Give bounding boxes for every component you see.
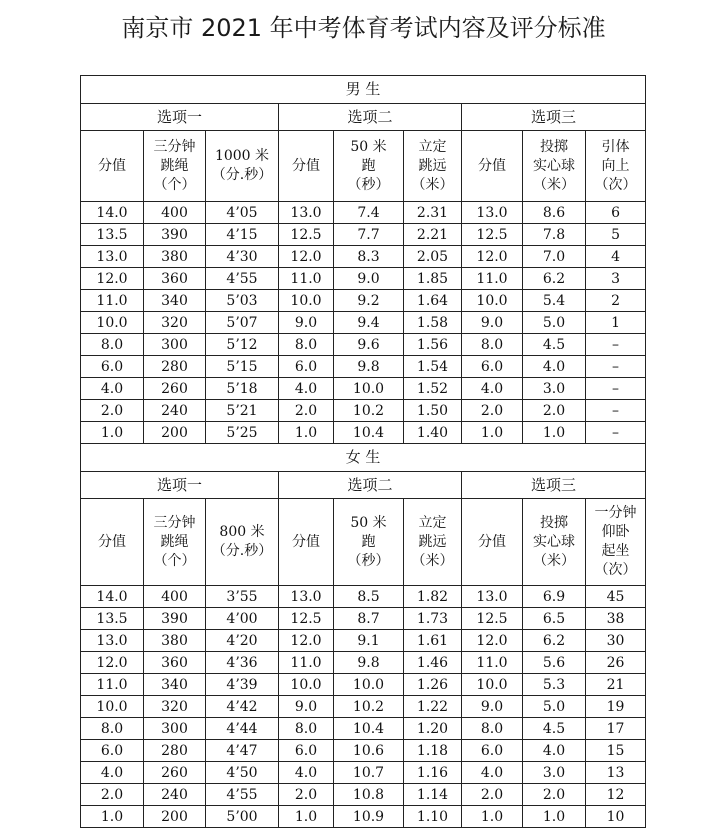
male-header-cell: 引体 向上 （次） bbox=[586, 131, 646, 202]
table-cell: 1.22 bbox=[404, 696, 462, 718]
table-cell: 2.0 bbox=[81, 784, 144, 806]
table-cell: 8.0 bbox=[81, 334, 144, 356]
table-cell: 6.9 bbox=[523, 586, 586, 608]
table-cell: 6 bbox=[586, 202, 646, 224]
table-cell: 13.0 bbox=[462, 202, 523, 224]
table-cell: 9.1 bbox=[334, 630, 404, 652]
male-header-cell: 三分钟 跳绳 （个） bbox=[144, 131, 206, 202]
table-cell: 12.5 bbox=[462, 608, 523, 630]
table-cell: 9.6 bbox=[334, 334, 404, 356]
table-cell: 7.8 bbox=[523, 224, 586, 246]
female-header-cell: 分值 bbox=[462, 499, 523, 586]
table-cell: 380 bbox=[144, 630, 206, 652]
table-cell: 2.0 bbox=[462, 400, 523, 422]
table-row bbox=[81, 740, 646, 762]
table-cell: 8.0 bbox=[81, 718, 144, 740]
table-row bbox=[81, 586, 646, 608]
table-cell: 7.0 bbox=[523, 246, 586, 268]
table-cell: 12.0 bbox=[279, 630, 334, 652]
male-header-cell: 分值 bbox=[81, 131, 144, 202]
table-cell: 400 bbox=[144, 202, 206, 224]
male-option-1: 选项一 bbox=[81, 104, 279, 131]
table-cell: 1.0 bbox=[462, 422, 523, 444]
table-cell: 10 bbox=[586, 806, 646, 828]
table-cell: 5’12 bbox=[206, 334, 279, 356]
table-cell: 5’15 bbox=[206, 356, 279, 378]
table-cell: 6.0 bbox=[81, 356, 144, 378]
table-cell: 3’55 bbox=[206, 586, 279, 608]
table-cell: 280 bbox=[144, 740, 206, 762]
table-cell: 390 bbox=[144, 608, 206, 630]
table-cell: 320 bbox=[144, 696, 206, 718]
table-cell: 11.0 bbox=[279, 268, 334, 290]
table-cell: 2.31 bbox=[404, 202, 462, 224]
table-cell: 5’25 bbox=[206, 422, 279, 444]
table-cell: 4.0 bbox=[279, 762, 334, 784]
table-cell: 4’55 bbox=[206, 784, 279, 806]
table-cell: 1.58 bbox=[404, 312, 462, 334]
table-row bbox=[81, 400, 646, 422]
table-cell: 260 bbox=[144, 762, 206, 784]
table-cell: 1.0 bbox=[462, 806, 523, 828]
table-cell: – bbox=[586, 334, 646, 356]
table-cell: 4’20 bbox=[206, 630, 279, 652]
table-cell: 10.0 bbox=[81, 312, 144, 334]
female-header-cell: 分值 bbox=[81, 499, 144, 586]
table-cell: 6.0 bbox=[279, 356, 334, 378]
table-cell: 4.0 bbox=[523, 356, 586, 378]
table-cell: 340 bbox=[144, 674, 206, 696]
table-cell: 4 bbox=[586, 246, 646, 268]
table-cell: 7.4 bbox=[334, 202, 404, 224]
table-cell: 4’39 bbox=[206, 674, 279, 696]
table-cell: 10.0 bbox=[279, 290, 334, 312]
female-option-1: 选项一 bbox=[81, 472, 279, 499]
table-cell: 320 bbox=[144, 312, 206, 334]
table-row bbox=[81, 268, 646, 290]
table-cell: 12.0 bbox=[462, 246, 523, 268]
table-cell: 2.0 bbox=[279, 400, 334, 422]
table-cell: 1.20 bbox=[404, 718, 462, 740]
table-cell: 13.0 bbox=[279, 586, 334, 608]
table-cell: 11.0 bbox=[279, 652, 334, 674]
table-cell: – bbox=[586, 400, 646, 422]
table-cell: 8.5 bbox=[334, 586, 404, 608]
table-cell: 200 bbox=[144, 422, 206, 444]
table-cell: 12.0 bbox=[81, 652, 144, 674]
table-cell: 12 bbox=[586, 784, 646, 806]
table-cell: 1.14 bbox=[404, 784, 462, 806]
table-cell: 2.0 bbox=[279, 784, 334, 806]
table-cell: 4.0 bbox=[523, 740, 586, 762]
table-cell: 1.64 bbox=[404, 290, 462, 312]
table-cell: 9.0 bbox=[462, 696, 523, 718]
table-cell: – bbox=[586, 356, 646, 378]
table-cell: 17 bbox=[586, 718, 646, 740]
table-cell: 3 bbox=[586, 268, 646, 290]
table-cell: 1.85 bbox=[404, 268, 462, 290]
table-cell: 4’05 bbox=[206, 202, 279, 224]
table-cell: 9.4 bbox=[334, 312, 404, 334]
table-cell: 38 bbox=[586, 608, 646, 630]
table-cell: 11.0 bbox=[462, 652, 523, 674]
table-cell: 300 bbox=[144, 718, 206, 740]
table-row bbox=[81, 762, 646, 784]
table-cell: 12.5 bbox=[279, 608, 334, 630]
female-header-cell: 立定 跳远 （米） bbox=[404, 499, 462, 586]
table-cell: 1.46 bbox=[404, 652, 462, 674]
table-cell: 6.2 bbox=[523, 630, 586, 652]
table-cell: 4.0 bbox=[462, 762, 523, 784]
table-cell: 7.7 bbox=[334, 224, 404, 246]
table-cell: 12.0 bbox=[279, 246, 334, 268]
table-row bbox=[81, 224, 646, 246]
table-cell: 1.40 bbox=[404, 422, 462, 444]
table-cell: 13.5 bbox=[81, 224, 144, 246]
table-cell: 6.0 bbox=[279, 740, 334, 762]
table-cell: 10.0 bbox=[462, 674, 523, 696]
table-cell: 9.8 bbox=[334, 356, 404, 378]
table-cell: 8.0 bbox=[279, 718, 334, 740]
table-cell: 300 bbox=[144, 334, 206, 356]
table-row bbox=[81, 202, 646, 224]
male-section bbox=[81, 76, 646, 444]
female-header-cell: 800 米 （分.秒） bbox=[206, 499, 279, 586]
table-cell: 360 bbox=[144, 652, 206, 674]
table-cell: 12.5 bbox=[462, 224, 523, 246]
table-cell: 13.0 bbox=[81, 630, 144, 652]
table-cell: 1.0 bbox=[279, 806, 334, 828]
table-cell: 4’30 bbox=[206, 246, 279, 268]
table-cell: 1.18 bbox=[404, 740, 462, 762]
table-cell: 4.0 bbox=[81, 378, 144, 400]
table-cell: 30 bbox=[586, 630, 646, 652]
table-cell: 1.82 bbox=[404, 586, 462, 608]
table-cell: 5’00 bbox=[206, 806, 279, 828]
table-cell: 2.0 bbox=[462, 784, 523, 806]
table-row bbox=[81, 312, 646, 334]
female-section-title: 女 生 bbox=[81, 444, 646, 472]
table-cell: 12.0 bbox=[462, 630, 523, 652]
table-cell: 8.0 bbox=[462, 718, 523, 740]
table-cell: 4’00 bbox=[206, 608, 279, 630]
table-cell: 13.0 bbox=[279, 202, 334, 224]
table-cell: 1.0 bbox=[523, 422, 586, 444]
table-cell: 1.0 bbox=[279, 422, 334, 444]
table-cell: 2.0 bbox=[523, 784, 586, 806]
table-cell: 1.61 bbox=[404, 630, 462, 652]
table-cell: 13.0 bbox=[81, 246, 144, 268]
table-cell: 14.0 bbox=[81, 202, 144, 224]
table-cell: 200 bbox=[144, 806, 206, 828]
table-cell: 6.5 bbox=[523, 608, 586, 630]
female-header-cell: 投掷 实心球 （米） bbox=[523, 499, 586, 586]
male-section-title: 男 生 bbox=[81, 76, 646, 104]
table-cell: 1.10 bbox=[404, 806, 462, 828]
male-header-cell: 分值 bbox=[462, 131, 523, 202]
table-cell: 240 bbox=[144, 784, 206, 806]
table-row bbox=[81, 784, 646, 806]
table-cell: 9.0 bbox=[279, 696, 334, 718]
table-cell: – bbox=[586, 422, 646, 444]
table-cell: 1.0 bbox=[523, 806, 586, 828]
table-cell: 1.16 bbox=[404, 762, 462, 784]
table-cell: 45 bbox=[586, 586, 646, 608]
table-row bbox=[81, 290, 646, 312]
table-cell: 260 bbox=[144, 378, 206, 400]
table-cell: 10.0 bbox=[334, 674, 404, 696]
female-header-cell: 50 米 跑 （秒） bbox=[334, 499, 404, 586]
table-cell: 5’07 bbox=[206, 312, 279, 334]
table-row bbox=[81, 246, 646, 268]
table-cell: 2.21 bbox=[404, 224, 462, 246]
table-cell: 10.0 bbox=[462, 290, 523, 312]
table-cell: 9.0 bbox=[334, 268, 404, 290]
table-row bbox=[81, 334, 646, 356]
table-cell: 13 bbox=[586, 762, 646, 784]
male-header-cell: 投掷 实心球 （米） bbox=[523, 131, 586, 202]
table-cell: 4’55 bbox=[206, 268, 279, 290]
female-header-cell: 三分钟 跳绳 （个） bbox=[144, 499, 206, 586]
table-cell: 8.0 bbox=[462, 334, 523, 356]
table-cell: 13.5 bbox=[81, 608, 144, 630]
table-cell: 1.0 bbox=[81, 806, 144, 828]
table-cell: 8.3 bbox=[334, 246, 404, 268]
male-option-2: 选项二 bbox=[279, 104, 462, 131]
table-row bbox=[81, 696, 646, 718]
table-row bbox=[81, 356, 646, 378]
table-cell: 4’15 bbox=[206, 224, 279, 246]
table-cell: 4.5 bbox=[523, 718, 586, 740]
table-cell: 1.52 bbox=[404, 378, 462, 400]
table-cell: 10.4 bbox=[334, 718, 404, 740]
table-cell: 10.0 bbox=[81, 696, 144, 718]
table-cell: 4’42 bbox=[206, 696, 279, 718]
table-cell: 15 bbox=[586, 740, 646, 762]
table-cell: 13.0 bbox=[462, 586, 523, 608]
male-header-cell: 1000 米 （分.秒） bbox=[206, 131, 279, 202]
table-cell: 10.8 bbox=[334, 784, 404, 806]
table-cell: 8.7 bbox=[334, 608, 404, 630]
table-cell: 10.2 bbox=[334, 400, 404, 422]
table-cell: 21 bbox=[586, 674, 646, 696]
table-cell: 12.0 bbox=[81, 268, 144, 290]
table-cell: – bbox=[586, 378, 646, 400]
table-cell: 1.56 bbox=[404, 334, 462, 356]
table-cell: 280 bbox=[144, 356, 206, 378]
table-cell: 6.0 bbox=[81, 740, 144, 762]
male-option-3: 选项三 bbox=[462, 104, 646, 131]
table-row bbox=[81, 652, 646, 674]
table-cell: 9.8 bbox=[334, 652, 404, 674]
table-cell: 10.6 bbox=[334, 740, 404, 762]
table-cell: 9.0 bbox=[462, 312, 523, 334]
table-cell: 19 bbox=[586, 696, 646, 718]
table-cell: 4’36 bbox=[206, 652, 279, 674]
table-cell: 10.7 bbox=[334, 762, 404, 784]
table-cell: 360 bbox=[144, 268, 206, 290]
table-cell: 5.0 bbox=[523, 312, 586, 334]
table-cell: 8.0 bbox=[279, 334, 334, 356]
table-cell: 5.6 bbox=[523, 652, 586, 674]
female-section bbox=[81, 444, 646, 828]
female-header-cell: 分值 bbox=[279, 499, 334, 586]
table-cell: 5’03 bbox=[206, 290, 279, 312]
table-cell: 1.50 bbox=[404, 400, 462, 422]
table-cell: 4.0 bbox=[81, 762, 144, 784]
table-cell: 5.4 bbox=[523, 290, 586, 312]
table-cell: 4.0 bbox=[462, 378, 523, 400]
table-cell: 10.4 bbox=[334, 422, 404, 444]
female-header-cell: 一分钟 仰卧 起坐 （次） bbox=[586, 499, 646, 586]
table-row bbox=[81, 378, 646, 400]
score-table bbox=[80, 75, 646, 828]
table-cell: 10.0 bbox=[279, 674, 334, 696]
table-cell: 9.0 bbox=[279, 312, 334, 334]
table-cell: 6.0 bbox=[462, 356, 523, 378]
table-cell: 14.0 bbox=[81, 586, 144, 608]
table-cell: 5.3 bbox=[523, 674, 586, 696]
table-cell: 4.5 bbox=[523, 334, 586, 356]
female-option-3: 选项三 bbox=[462, 472, 646, 499]
table-cell: 1.54 bbox=[404, 356, 462, 378]
table-row bbox=[81, 630, 646, 652]
table-cell: 5’18 bbox=[206, 378, 279, 400]
table-cell: 2.05 bbox=[404, 246, 462, 268]
table-cell: 2.0 bbox=[523, 400, 586, 422]
table-cell: 5.0 bbox=[523, 696, 586, 718]
table-cell: 11.0 bbox=[81, 674, 144, 696]
table-cell: 4.0 bbox=[279, 378, 334, 400]
table-cell: 12.5 bbox=[279, 224, 334, 246]
table-row bbox=[81, 422, 646, 444]
table-cell: 26 bbox=[586, 652, 646, 674]
table-cell: 4’47 bbox=[206, 740, 279, 762]
table-cell: 9.2 bbox=[334, 290, 404, 312]
table-cell: 5’21 bbox=[206, 400, 279, 422]
male-header-cell: 分值 bbox=[279, 131, 334, 202]
table-cell: 10.9 bbox=[334, 806, 404, 828]
table-cell: 380 bbox=[144, 246, 206, 268]
table-cell: 1.26 bbox=[404, 674, 462, 696]
table-cell: 340 bbox=[144, 290, 206, 312]
table-cell: 11.0 bbox=[462, 268, 523, 290]
table-row bbox=[81, 608, 646, 630]
table-cell: 4’44 bbox=[206, 718, 279, 740]
table-row bbox=[81, 806, 646, 828]
table-cell: 400 bbox=[144, 586, 206, 608]
table-cell: 2 bbox=[586, 290, 646, 312]
table-cell: 4’50 bbox=[206, 762, 279, 784]
table-cell: 390 bbox=[144, 224, 206, 246]
table-cell: 1.73 bbox=[404, 608, 462, 630]
page-title: 南京市 2021 年中考体育考试内容及评分标准 bbox=[121, 14, 606, 42]
table-cell: 6.2 bbox=[523, 268, 586, 290]
table-cell: 10.0 bbox=[334, 378, 404, 400]
table-cell: 3.0 bbox=[523, 762, 586, 784]
female-option-2: 选项二 bbox=[279, 472, 462, 499]
male-header-cell: 立定 跳远 （米） bbox=[404, 131, 462, 202]
table-row bbox=[81, 674, 646, 696]
male-header-cell: 50 米 跑 （秒） bbox=[334, 131, 404, 202]
table-cell: 1 bbox=[586, 312, 646, 334]
table-cell: 1.0 bbox=[81, 422, 144, 444]
table-row bbox=[81, 718, 646, 740]
table-cell: 5 bbox=[586, 224, 646, 246]
table-cell: 240 bbox=[144, 400, 206, 422]
table-cell: 10.2 bbox=[334, 696, 404, 718]
table-cell: 11.0 bbox=[81, 290, 144, 312]
table-cell: 8.6 bbox=[523, 202, 586, 224]
table-cell: 6.0 bbox=[462, 740, 523, 762]
table-cell: 3.0 bbox=[523, 378, 586, 400]
table-cell: 2.0 bbox=[81, 400, 144, 422]
